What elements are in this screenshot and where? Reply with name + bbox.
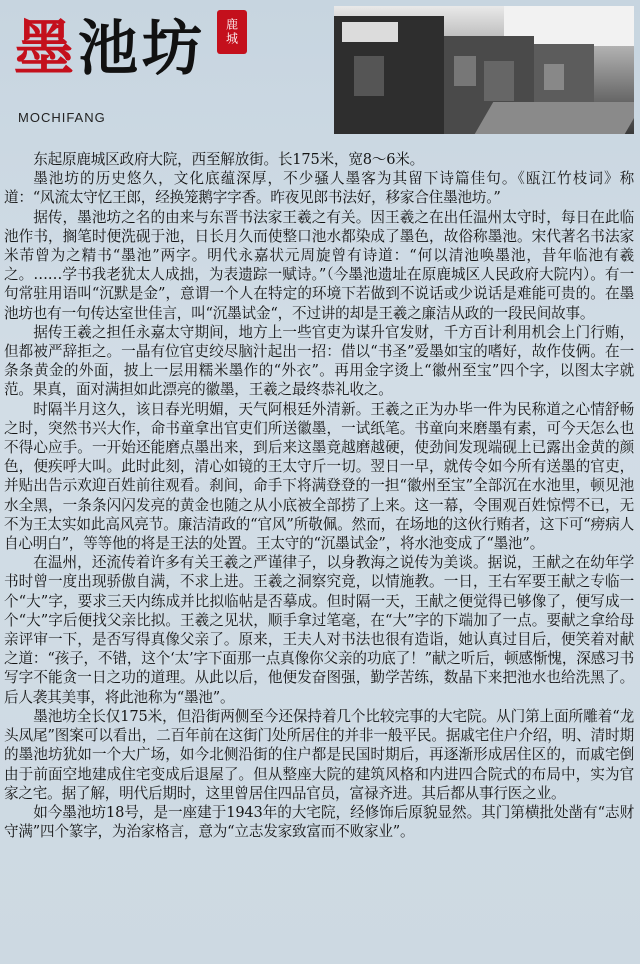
paragraph: 东起原鹿城区政府大院，西至解放街。长175米，宽8～6米。 (33, 151, 425, 168)
page-title (14, 14, 206, 84)
paragraph: 在温州，还流传着许多有关王羲之严谨律子，以身教海之说传为美谈。据说，王献之在幼年学书时曾一度出现骄傲自满，不求上进。王羲之洞察究竟，以情施教。一日，王右军要王献之专临一个“大”字，要求三天内练成并比拟临帖是否摹成。但时隔一天，王献之便觉得已够像了，便写成一个“大”字后便找父亲比拟。王羲之见状，顺手拿过笔毫，在“大”字的下端加了一点。要献之拿给母亲评审一下，是否写得真像父亲了。原来，王夫人对书法也很有造诣，她认真过目后，便笑着对献之道：“孩子，不错，这个‘太’字下面那一点真像你父亲的功底了！”献之听后，顿感惭愧，深感习书写字不能贪一日之功的道理。从此以后，他便发奋图强，勤学苦练，数晶下来把池水也给洗黑了。后人袭其美事，将此池称为“墨池”。 (4, 554, 634, 706)
paragraph: 墨池坊的历史悠久，文化底蕴深厚，不少骚人墨客为其留下诗篇佳句。《瓯江竹枝词》称道：“风流太守忆王郎，经换笼鹅字字香。昨夜见郎书法好，移家合住墨池坊。” (4, 170, 634, 207)
paragraph: 据传，墨池坊之名的由来与东晋书法家王羲之有关。因王羲之在出任温州太守时，每日在此临池作书，搁笔时便洗砚于池，日长月久而使整口池水都染成了墨色，故俗称墨池。宋代著名书法家米芾曾为之精书“墨池”两字。明代永嘉状元周旋曾有诗道：“何以清池唤墨池，昔年临池有羲之。……学书我老犹太人成拙，为表遗踪一赋诗。”（今墨池遗址在原鹿城区人民政府大院内）。有一句常驻用语叫“沉默是金”，意谓一个人在特定的环境下若做到不说话或少说话是难能可贵的。在墨池坊也有一句传达室世佳言，叫“沉墨试金“，不过讲的却是王羲之廉洁从政的一段民间故事。 (4, 208, 634, 322)
paragraph: 据传王羲之担任永嘉太守期间，地方上一些官吏为谋升官发财，千方百计利用机会上门行贿，但都被严辞拒之。一晶有位官吏绞尽脑汁起出一招：借以“书圣”爱墨如宝的嗜好，故作伎俩。在一条条黄金的外面，披上一层用糯米墨作的“外衣”。再用金字烫上“徽州至宝”四个字，以图太字就范。果真，面对满担如此漂亮的徽墨，王羲之最终恭礼收之。 (4, 323, 634, 399)
paragraph: 时隔半月这久，该日春光明媚，天气阿根廷外清新。王羲之正为办毕一件为民称道之心情舒畅之时，突然书兴大作，命书童拿出官吏们所送徽墨，一试纸笔。书童向来磨墨有素，可今天怎么也不得心应手。一开始还能磨点墨出来，到后来这墨竟越磨越硬，使劲间发现端砚上已露出金黄的颜色，便疾呼大叫。此时此刻，清心如镜的王太守斤一切。翌日一早，就传令如今所有送墨的官吏，并贴出告示欢迎百姓前往观看。刹间，命手下将满登登的一担“徽州至宝”全部沉在水池里，顿见池水全黑，一条条闪闪发亮的黄金也随之从小底被全部捞了上来。这一幕，令围观百姓惊愕不已，无不为王太实如此高风亮节。廉洁清政的“官风”所敬佩。然而，在场地的这伙行贿者，这下可“痨病人自心明白”，等等他的将是王法的处置。王太守的“沉墨试金”，将水池变成了“墨池”。 (4, 400, 634, 553)
paragraph: 如今墨池坊18号，是一座建于1943年的大宅院，经修饰后原貌显然。其门第横批处凿有“志财守满”四个篆字，为治家格言，意为“立志发家致富而不败家业”。 (4, 803, 634, 841)
paragraph: 墨池坊全长仅175米，但沿街两侧至今还保持着几个比较完事的大宅院。从门第上面所雕着“龙头凤尾”图案可以看出，二百年前在这街门处所居住的并非一般平民。据戚宅住户介绍，明、清时期的墨池坊犹如一个大广场，如今北侧沿街的住户都是民国时期后，再逐渐形成居住区的，而戚宅倒由于前面空地建成住宅变成后退屋了。但从整座大院的建筑风格和内进四合院式的布局中，实为官家之宅。据了解，明代后期时，这里曾居住四品官员，富禄齐进。其后都从事行医之业。 (4, 707, 634, 802)
title-pinyin: MOCHIFANG (18, 110, 106, 125)
article-body (4, 150, 634, 841)
title-rest: 池坊 (78, 14, 206, 84)
street-photo (334, 6, 634, 134)
city-seal: 鹿城 (217, 10, 247, 54)
title-first-char: 墨 (14, 14, 78, 84)
header (0, 0, 640, 140)
